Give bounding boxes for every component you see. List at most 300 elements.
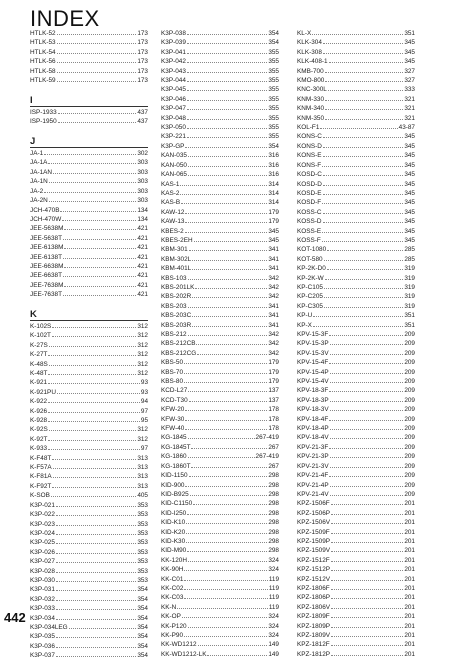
entry-model: KAS-B	[161, 199, 181, 207]
entry-model: KK-N	[161, 603, 177, 611]
entry-page: 209	[404, 425, 415, 433]
entry-page: 312	[137, 332, 148, 340]
index-entry	[297, 471, 415, 480]
dot-leader	[329, 415, 403, 421]
entry-model: KPZ-1809P	[297, 622, 331, 630]
index-entry	[30, 595, 148, 604]
entry-model: KPZ-1512V	[297, 575, 331, 583]
dot-leader	[48, 416, 140, 422]
index-entry	[161, 274, 279, 283]
entry-page: 355	[268, 58, 279, 66]
entry-model: KK-C01	[161, 575, 184, 583]
index-entry	[161, 151, 279, 160]
index-entry	[30, 538, 148, 547]
entry-model: KK-90H	[161, 566, 184, 574]
dot-leader	[330, 433, 404, 439]
entry-page: 179	[268, 208, 279, 216]
entry-model: K-921PU	[30, 388, 56, 396]
entry-page: 209	[404, 340, 415, 348]
index-entry	[30, 331, 148, 340]
entry-page: 345	[404, 208, 415, 216]
dot-leader	[188, 433, 255, 439]
entry-page: 421	[137, 253, 148, 261]
entry-model: KPV-18-4F	[297, 415, 329, 423]
entry-page: 298	[268, 481, 279, 489]
entry-model: KPZ-1509P	[297, 537, 331, 545]
index-entry	[161, 123, 279, 132]
entry-page: 201	[404, 509, 415, 517]
entry-model: K3P-GP	[161, 142, 185, 150]
dot-leader	[57, 67, 137, 73]
dot-leader	[184, 584, 267, 590]
entry-model: KOSS-D	[297, 218, 322, 226]
entry-page: 354	[268, 39, 279, 47]
dot-leader	[48, 369, 136, 375]
entry-page: 353	[137, 567, 148, 575]
entry-page: 285	[404, 255, 415, 263]
index-entry	[161, 264, 279, 273]
entry-model: KP-U	[297, 312, 313, 320]
entry-page: 345	[404, 133, 415, 141]
entry-model: KID-K30	[161, 537, 186, 545]
entry-page: 97	[140, 407, 148, 415]
entry-page: 209	[404, 359, 415, 367]
index-entry	[30, 38, 148, 47]
entry-model: HTLK-58	[30, 67, 56, 75]
entry-page: 312	[137, 322, 148, 330]
entry-model: ISP-1933	[30, 108, 57, 116]
dot-leader	[48, 158, 136, 164]
index-entry	[30, 435, 148, 444]
dot-leader	[188, 330, 268, 336]
index-entry	[161, 481, 279, 490]
entry-page: 267-419	[255, 434, 279, 442]
index-entry	[161, 490, 279, 499]
entry-page: 345	[404, 39, 415, 47]
entry-page: 209	[404, 368, 415, 376]
index-entry	[297, 490, 415, 499]
dot-leader	[186, 518, 267, 524]
entry-model: KBS-80	[161, 378, 184, 386]
index-entry	[30, 281, 148, 290]
entry-model: K-F81A	[30, 473, 52, 481]
entry-model: K-SOB	[30, 492, 50, 500]
entry-model: K3P-028	[30, 567, 55, 575]
index-entry	[30, 76, 148, 85]
entry-model: KLK-408-1	[297, 58, 328, 66]
entry-model: KCD-T30	[161, 396, 188, 404]
dot-leader	[323, 132, 403, 138]
index-entry	[297, 76, 415, 85]
entry-page: 119	[268, 594, 279, 602]
entry-page: 201	[404, 622, 415, 630]
index-entry	[297, 556, 415, 565]
dot-leader	[187, 38, 267, 44]
entry-model: KK-WD1212	[161, 641, 197, 649]
dot-leader	[188, 622, 268, 628]
entry-model: JEE-6638T	[30, 272, 62, 280]
dot-leader	[180, 180, 267, 186]
entry-model: K3P-025	[30, 539, 55, 547]
dot-leader	[323, 217, 404, 223]
dot-leader	[188, 170, 267, 176]
dot-leader	[187, 48, 267, 54]
dot-leader	[189, 471, 268, 477]
dot-leader	[187, 509, 267, 515]
dot-leader	[193, 499, 267, 505]
index-entry	[30, 378, 148, 387]
index-entry	[297, 217, 415, 226]
dot-leader	[56, 651, 136, 657]
entry-page: 421	[137, 291, 148, 299]
entry-model: KK-C02	[161, 584, 184, 592]
entry-model: K-27S	[30, 341, 48, 349]
dot-leader	[323, 180, 403, 186]
entry-model: KID-M90	[161, 547, 187, 555]
dot-leader	[58, 108, 137, 114]
index-entry	[161, 471, 279, 480]
dot-leader	[56, 595, 136, 601]
entry-page: 201	[404, 566, 415, 574]
entry-page: 303	[137, 197, 148, 205]
dot-leader	[182, 612, 267, 618]
entry-page: 97	[140, 445, 148, 453]
entry-model: K3P-036	[30, 642, 55, 650]
entry-page: 119	[268, 603, 279, 611]
entry-model: KID-K20	[161, 528, 186, 536]
index-entry	[297, 593, 415, 602]
entry-model: KPZ-1512F	[297, 556, 330, 564]
dot-leader	[60, 206, 136, 212]
entry-model: KK-WD1212-LK	[161, 650, 207, 658]
dot-leader	[329, 330, 403, 336]
entry-page: 201	[404, 613, 415, 621]
dot-leader	[331, 556, 404, 562]
entry-page: 355	[268, 67, 279, 75]
index-entry	[30, 177, 148, 186]
index-entry	[161, 358, 279, 367]
dot-leader	[207, 650, 267, 656]
index-entry	[161, 114, 279, 123]
dot-leader	[184, 575, 267, 581]
entry-page: 421	[137, 272, 148, 280]
entry-model: KP-2K-D0	[297, 265, 326, 273]
entry-model: KPZ-1812F	[297, 641, 330, 649]
entry-model: KL-X	[297, 30, 312, 37]
dot-leader	[64, 262, 136, 268]
dot-leader	[188, 274, 268, 280]
entry-model: KG-1845T	[161, 443, 191, 451]
entry-model: KOSD-D	[297, 180, 322, 188]
index-entry	[161, 499, 279, 508]
dot-leader	[184, 368, 267, 374]
entry-model: KFW-30	[161, 415, 185, 423]
index-entry	[297, 227, 415, 236]
index-entry	[30, 632, 148, 641]
dot-leader	[63, 271, 136, 277]
entry-model: KOSS-C	[297, 208, 322, 216]
index-entry	[30, 224, 148, 233]
dot-leader	[56, 529, 136, 535]
dot-leader	[185, 415, 267, 421]
index-entry	[30, 57, 148, 66]
entry-page: 341	[268, 246, 279, 254]
dot-leader	[323, 48, 403, 54]
entry-page: 178	[268, 425, 279, 433]
entry-page: 327	[404, 67, 415, 75]
index-entry	[161, 189, 279, 198]
dot-leader	[185, 142, 267, 148]
index-entry	[30, 168, 148, 177]
entry-page: 355	[268, 114, 279, 122]
entry-page: 178	[268, 415, 279, 423]
entry-page: 119	[268, 584, 279, 592]
index-entry	[30, 614, 148, 623]
entry-model: HTLK-59	[30, 77, 56, 85]
entry-page: 345	[404, 227, 415, 235]
entry-model: KPZ-1806V	[297, 603, 331, 611]
index-entry	[161, 546, 279, 555]
dot-leader	[195, 283, 267, 289]
dot-leader	[48, 444, 140, 450]
entry-model: K-27T	[30, 351, 48, 359]
dot-leader	[186, 537, 267, 543]
index-entry	[30, 234, 148, 243]
entry-page: 345	[404, 236, 415, 244]
entry-model: KNM-350	[297, 114, 324, 122]
dot-leader	[48, 435, 136, 441]
index-entry	[30, 642, 148, 651]
entry-model: KBS-203	[161, 302, 187, 310]
entry-model: KID-I250	[161, 509, 187, 517]
index-entry	[30, 48, 148, 57]
entry-model: K-922	[30, 398, 48, 406]
entry-page: 321	[404, 95, 415, 103]
index-entry	[297, 349, 415, 358]
entry-model: JA-1	[30, 150, 44, 158]
entry-model: KBS-212	[161, 331, 187, 338]
entry-page: 354	[137, 633, 148, 641]
index-entry	[297, 161, 415, 170]
entry-model: KG-1845	[161, 434, 187, 442]
entry-page: 298	[268, 500, 279, 508]
index-entry	[161, 528, 279, 537]
entry-model: KNC-300L	[297, 86, 327, 94]
entry-model: KPV-21-3P	[297, 453, 329, 461]
entry-page: 209	[404, 490, 415, 498]
dot-leader	[198, 640, 268, 646]
entry-model: KPZ-1512P	[297, 566, 331, 574]
dot-leader	[52, 482, 136, 488]
entry-page: 313	[137, 482, 148, 490]
dot-leader	[187, 76, 267, 82]
entry-page: 201	[404, 650, 415, 658]
dot-leader	[56, 585, 136, 591]
entry-page: 333	[404, 86, 415, 94]
index-entry	[297, 650, 415, 659]
index-entry	[30, 491, 148, 500]
entry-model: JA-2N	[30, 197, 48, 205]
index-entry	[297, 499, 415, 508]
dot-leader	[181, 198, 267, 204]
entry-model: HTLK-53	[30, 39, 56, 47]
dot-leader	[192, 321, 267, 327]
dot-leader	[330, 424, 404, 430]
dot-leader	[325, 114, 403, 120]
index-entry	[297, 424, 415, 433]
index-entry	[297, 132, 415, 141]
dot-leader	[48, 350, 136, 356]
dot-leader	[331, 640, 404, 646]
entry-page: 209	[404, 415, 415, 423]
index-entry	[161, 85, 279, 94]
dot-leader	[329, 443, 403, 449]
entry-model: KK-OP	[161, 613, 181, 621]
entry-model: KBS-201LK	[161, 283, 195, 291]
entry-page: 178	[268, 406, 279, 414]
entry-page: 267	[268, 462, 279, 470]
dot-leader	[184, 593, 267, 599]
dot-leader	[51, 491, 136, 497]
index-entry	[161, 255, 279, 264]
index-entry	[30, 529, 148, 538]
section-spacer	[30, 300, 148, 309]
dot-leader	[196, 339, 267, 345]
index-entry	[161, 640, 279, 649]
dot-leader	[325, 104, 403, 110]
dot-leader	[62, 215, 136, 221]
index-entry	[30, 510, 148, 519]
dot-leader	[325, 76, 403, 82]
dot-leader	[192, 311, 267, 317]
entry-model: KPZ-1506F	[297, 500, 330, 508]
index-entry	[297, 48, 415, 57]
dot-leader	[64, 281, 136, 287]
entry-model: K-921	[30, 379, 48, 387]
index-entry	[161, 142, 279, 151]
index-entry	[30, 67, 148, 76]
index-entry	[30, 271, 148, 280]
entry-model: K3P-021	[30, 501, 55, 509]
dot-leader	[323, 38, 403, 44]
entry-page: 93	[140, 388, 148, 396]
entry-model: KPZ-1506P	[297, 509, 331, 517]
index-entry	[161, 433, 279, 442]
index-entry	[297, 57, 415, 66]
index-entry	[30, 397, 148, 406]
entry-model: KPZ-1806P	[297, 594, 331, 602]
entry-page: 316	[268, 152, 279, 160]
entry-page: 342	[268, 293, 279, 301]
entry-page: 312	[137, 426, 148, 434]
entry-model: KPV-15-3P	[297, 340, 329, 348]
entry-page: 321	[404, 114, 415, 122]
index-entry	[161, 330, 279, 339]
dot-leader	[191, 443, 267, 449]
dot-leader	[53, 472, 137, 478]
entry-model: K3P-041	[161, 48, 186, 56]
dot-leader	[330, 405, 404, 411]
entry-page: 312	[137, 351, 148, 359]
entry-model: KPV-18-3V	[297, 406, 329, 414]
entry-page: 353	[137, 539, 148, 547]
entry-model: KBS-203C	[161, 312, 192, 320]
dot-leader	[187, 104, 267, 110]
dot-leader	[330, 396, 404, 402]
entry-page: 345	[404, 161, 415, 169]
entry-model: KPV-15-3F	[297, 331, 329, 338]
entry-page: 345	[404, 218, 415, 226]
index-entry	[30, 444, 148, 453]
dot-leader	[192, 292, 267, 298]
index-entry	[161, 386, 279, 395]
index-entry	[297, 198, 415, 207]
dot-leader	[57, 76, 137, 82]
entry-model: K-928	[30, 417, 48, 425]
dot-leader	[184, 631, 267, 637]
entry-page: 94	[140, 398, 148, 406]
dot-leader	[330, 349, 404, 355]
entry-page: 209	[404, 387, 415, 395]
index-entry	[30, 149, 148, 158]
index-entry	[161, 612, 279, 621]
index-entry	[30, 369, 148, 378]
entry-model: KBS-202R	[161, 293, 192, 301]
entry-model: KBM-301	[161, 246, 188, 254]
dot-leader	[327, 245, 403, 251]
dot-leader	[44, 187, 136, 193]
index-entry	[161, 76, 279, 85]
index-entry	[297, 142, 415, 151]
index-entry	[161, 415, 279, 424]
entry-model: KAN-065	[161, 171, 187, 179]
dot-leader	[48, 378, 140, 384]
entry-model: KAN-035	[161, 152, 187, 160]
entry-page: 93	[140, 379, 148, 387]
section-header: K	[30, 309, 148, 321]
entry-page: 421	[137, 262, 148, 270]
entry-page: 313	[137, 464, 148, 472]
dot-leader	[331, 575, 403, 581]
index-entry	[161, 29, 279, 38]
entry-model: KOSS-F	[297, 236, 321, 244]
index-entry	[30, 350, 148, 359]
index-entry	[30, 520, 148, 529]
entry-page: 355	[268, 48, 279, 56]
dot-leader	[185, 208, 267, 214]
entry-page: 201	[404, 547, 415, 555]
entry-page: 312	[137, 360, 148, 368]
entry-page: 303	[137, 159, 148, 167]
entry-page: 201	[404, 575, 415, 583]
dot-leader	[331, 584, 404, 590]
entry-model: JEE-5638M	[30, 225, 64, 233]
entry-model: KBS-203R	[161, 321, 192, 329]
index-entry	[297, 386, 415, 395]
index-entry	[161, 518, 279, 527]
dot-leader	[184, 377, 267, 383]
entry-model: KLK-304	[297, 39, 322, 47]
dot-leader	[312, 29, 403, 35]
index-entry	[30, 585, 148, 594]
entry-model: KP-X	[297, 321, 312, 329]
entry-page: 421	[137, 234, 148, 242]
index-entry	[297, 452, 415, 461]
index-entry	[30, 463, 148, 472]
entry-page: 209	[404, 331, 415, 338]
entry-model: JCH-470B	[30, 206, 60, 214]
entry-page: 353	[137, 576, 148, 584]
